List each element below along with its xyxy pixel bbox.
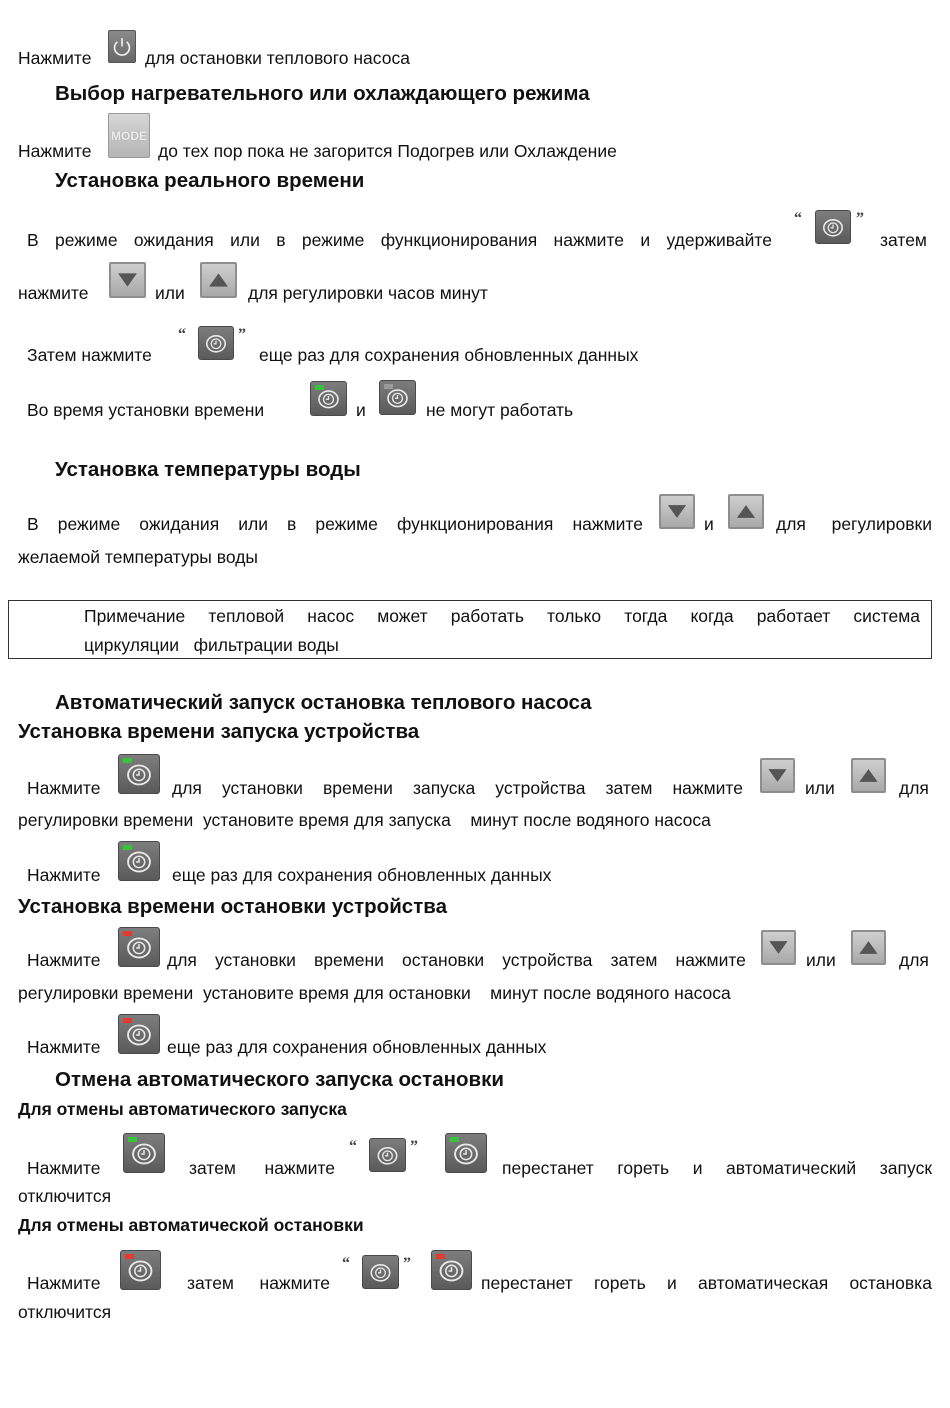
word: В <box>27 514 39 534</box>
clock-icon <box>119 842 159 880</box>
timer-off-button[interactable] <box>118 927 160 967</box>
word: или <box>230 230 260 250</box>
stop-l2: регулировки времени установите время для остановки минут после водяного насоса <box>18 983 731 1003</box>
mode-section-title: Выбор нагревательного или охлаждающего режима <box>55 82 590 105</box>
word: остановки <box>402 950 485 970</box>
temp-line1-end <box>776 513 932 535</box>
quote-close: ” <box>403 1255 411 1272</box>
word: может <box>377 606 428 626</box>
word: установки <box>221 778 303 798</box>
word: для <box>167 950 197 970</box>
quote-close: ” <box>238 326 246 343</box>
up-button[interactable] <box>851 758 886 793</box>
word: система <box>853 606 920 626</box>
word: устройства <box>495 778 586 798</box>
word: ожидания <box>133 230 214 250</box>
word: насос <box>307 606 355 626</box>
word: времени <box>313 950 384 970</box>
clock-line2-press: нажмите <box>18 283 89 303</box>
auto-section-title: Автоматический запуск остановка теплового насоса <box>55 691 592 714</box>
down-arrow-icon <box>661 496 693 527</box>
timer-on-button[interactable] <box>445 1133 487 1173</box>
up-arrow-icon <box>853 760 884 791</box>
word: работать <box>450 606 524 626</box>
word: остановка <box>849 1273 932 1293</box>
start-l2: регулировки времени установите время для запуска минут после водяного насоса <box>18 810 711 830</box>
word: Примечание <box>84 606 186 626</box>
stop-l3-press: Нажмите <box>27 1037 101 1057</box>
up-arrow-icon <box>730 496 762 527</box>
timer-on-button[interactable] <box>123 1133 165 1173</box>
word: затем <box>187 1273 234 1293</box>
clock-section-title: Установка реального времени <box>55 169 365 192</box>
clock-icon <box>816 211 850 243</box>
cancel-stop-then <box>187 1272 330 1294</box>
down-button[interactable] <box>109 262 146 298</box>
word: затем <box>605 778 653 798</box>
clock-line4-and: и <box>356 400 366 420</box>
cancel-start-then <box>189 1157 335 1179</box>
power-text: для остановки теплового насоса <box>145 48 410 68</box>
power-icon <box>109 31 135 62</box>
clock-icon <box>311 382 346 415</box>
clock-icon <box>363 1256 398 1288</box>
cancel-stop-l2: отключится <box>18 1302 112 1322</box>
quote-close: ” <box>410 1138 418 1155</box>
word: удерживайте <box>666 230 772 250</box>
note-line1 <box>84 605 920 627</box>
start-l3-press: Нажмите <box>27 865 101 885</box>
clock-icon <box>380 381 415 414</box>
quote-open: “ <box>342 1255 350 1272</box>
temp-line2: желаемой температуры воды <box>18 547 258 567</box>
timer-on-button[interactable] <box>310 381 347 416</box>
word: перестанет <box>502 1158 594 1178</box>
timer-off-button[interactable] <box>118 1014 160 1054</box>
clock-icon <box>432 1251 471 1289</box>
word: функционирования <box>396 514 554 534</box>
clock-line4-b: не могут работать <box>426 400 574 420</box>
word: В <box>27 230 39 250</box>
up-button[interactable] <box>851 930 886 965</box>
mode-button[interactable]: MODE <box>108 113 150 158</box>
cancel-section-title: Отмена автоматического запуска остановки <box>55 1068 504 1091</box>
clock-icon <box>121 1251 160 1289</box>
start-l1-end: для <box>899 778 929 798</box>
mode-text: до тех пор пока не загорится Подогрев или Охлаждение <box>158 141 617 161</box>
quote-open: “ <box>794 210 802 227</box>
quote-open: “ <box>349 1138 357 1155</box>
down-arrow-icon <box>762 760 793 791</box>
word: или <box>238 514 268 534</box>
word: функционирования <box>380 230 538 250</box>
up-arrow-icon <box>853 932 884 963</box>
word: и <box>692 1158 703 1178</box>
stop-l1-end: для <box>899 950 929 970</box>
down-button[interactable] <box>761 930 796 965</box>
word: режиме <box>55 230 118 250</box>
clock-line2-or: или <box>155 283 185 303</box>
cancel-stop-press: Нажмите <box>27 1273 101 1293</box>
up-button[interactable] <box>200 262 237 298</box>
word: и <box>640 230 651 250</box>
cancel-start-press: Нажмите <box>27 1158 101 1178</box>
start-l1-or: или <box>805 778 835 798</box>
clock-line1 <box>27 229 772 251</box>
word: когда <box>690 606 734 626</box>
stop-l3-text: еще раз для сохранения обновленных данных <box>167 1037 547 1057</box>
down-arrow-icon <box>111 264 144 296</box>
down-arrow-icon <box>763 932 794 963</box>
cancel-stop-words <box>481 1272 932 1294</box>
power-press-text: Нажмите <box>18 48 92 68</box>
word: затем <box>610 950 658 970</box>
word: работает <box>756 606 831 626</box>
word: времени <box>322 778 393 798</box>
clock-line3-a: Затем нажмите <box>27 345 152 365</box>
start-l3-text: еще раз для сохранения обновленных данных <box>172 865 552 885</box>
word: нажмите <box>264 1158 335 1178</box>
clock-line1-end: затем <box>880 230 927 250</box>
word: в <box>287 514 297 534</box>
clock-line4-a: Во время установки времени <box>27 400 265 420</box>
up-arrow-icon <box>202 264 235 296</box>
temp-and: и <box>704 514 714 534</box>
word: для <box>776 514 806 534</box>
start-time-title: Установка времени запуска устройства <box>18 720 420 743</box>
word: автоматический <box>726 1158 857 1178</box>
word: затем <box>189 1158 236 1178</box>
temp-section-title: Установка температуры воды <box>55 458 361 481</box>
stop-l1-press: Нажмите <box>27 950 101 970</box>
stop-time-title: Установка времени остановки устройства <box>18 895 447 918</box>
word: установки <box>214 950 296 970</box>
clock-button[interactable] <box>198 326 234 360</box>
cancel-start-title: Для отмены автоматического запуска <box>18 1099 347 1119</box>
timer-off-button[interactable] <box>379 380 416 415</box>
word: только <box>547 606 602 626</box>
word: гореть <box>617 1158 670 1178</box>
clock-icon <box>119 928 159 966</box>
clock-icon <box>119 1015 159 1053</box>
word: нажмите <box>553 230 625 250</box>
cancel-start-words <box>502 1157 932 1179</box>
clock-button[interactable] <box>815 210 851 244</box>
timer-on-button[interactable] <box>118 841 160 881</box>
clock-icon <box>119 755 159 793</box>
timer-off-button[interactable] <box>431 1250 472 1290</box>
stop-l1-or: или <box>806 950 836 970</box>
word: запуска <box>412 778 476 798</box>
word: гореть <box>594 1273 646 1293</box>
word: запуск <box>879 1158 932 1178</box>
word: нажмите <box>675 950 746 970</box>
clock-icon <box>370 1139 405 1171</box>
clock-icon <box>124 1134 164 1172</box>
clock-button[interactable] <box>362 1255 399 1289</box>
clock-line3-b: еще раз для сохранения обновленных данных <box>259 345 639 365</box>
timer-on-button[interactable] <box>118 754 160 794</box>
clock-line2-text: для регулировки часов минут <box>248 283 488 303</box>
down-button[interactable] <box>659 494 695 529</box>
stop-l1-words <box>167 949 746 971</box>
cancel-stop-title: Для отмены автоматической остановки <box>18 1215 364 1235</box>
timer-off-button[interactable] <box>120 1250 161 1290</box>
word: в <box>276 230 286 250</box>
down-button[interactable] <box>760 758 795 793</box>
quote-open: “ <box>178 326 186 343</box>
clock-icon <box>446 1134 486 1172</box>
clock-button[interactable] <box>369 1138 406 1172</box>
word: нажмите <box>259 1273 330 1293</box>
power-button[interactable] <box>108 30 136 63</box>
word: регулировки <box>831 514 932 534</box>
word: автоматическая <box>698 1273 829 1293</box>
start-l1-words <box>172 777 743 799</box>
word: тогда <box>624 606 668 626</box>
clock-icon <box>199 327 233 359</box>
cancel-start-l2: отключится <box>18 1186 112 1206</box>
quote-close: ” <box>856 210 864 227</box>
note-line2: циркуляции фильтрации воды <box>84 635 339 655</box>
word: и <box>667 1273 677 1293</box>
word: устройства <box>502 950 593 970</box>
word: тепловой <box>208 606 285 626</box>
word: режиме <box>57 514 121 534</box>
word: перестанет <box>481 1273 573 1293</box>
word: нажмите <box>572 514 643 534</box>
word: для <box>172 778 202 798</box>
start-l1-press: Нажмите <box>27 778 101 798</box>
word: нажмите <box>672 778 743 798</box>
word: режиме <box>315 514 378 534</box>
temp-line1 <box>27 513 643 535</box>
word: ожидания <box>139 514 220 534</box>
up-button[interactable] <box>728 494 764 529</box>
word: режиме <box>301 230 365 250</box>
mode-press-text: Нажмите <box>18 141 92 161</box>
